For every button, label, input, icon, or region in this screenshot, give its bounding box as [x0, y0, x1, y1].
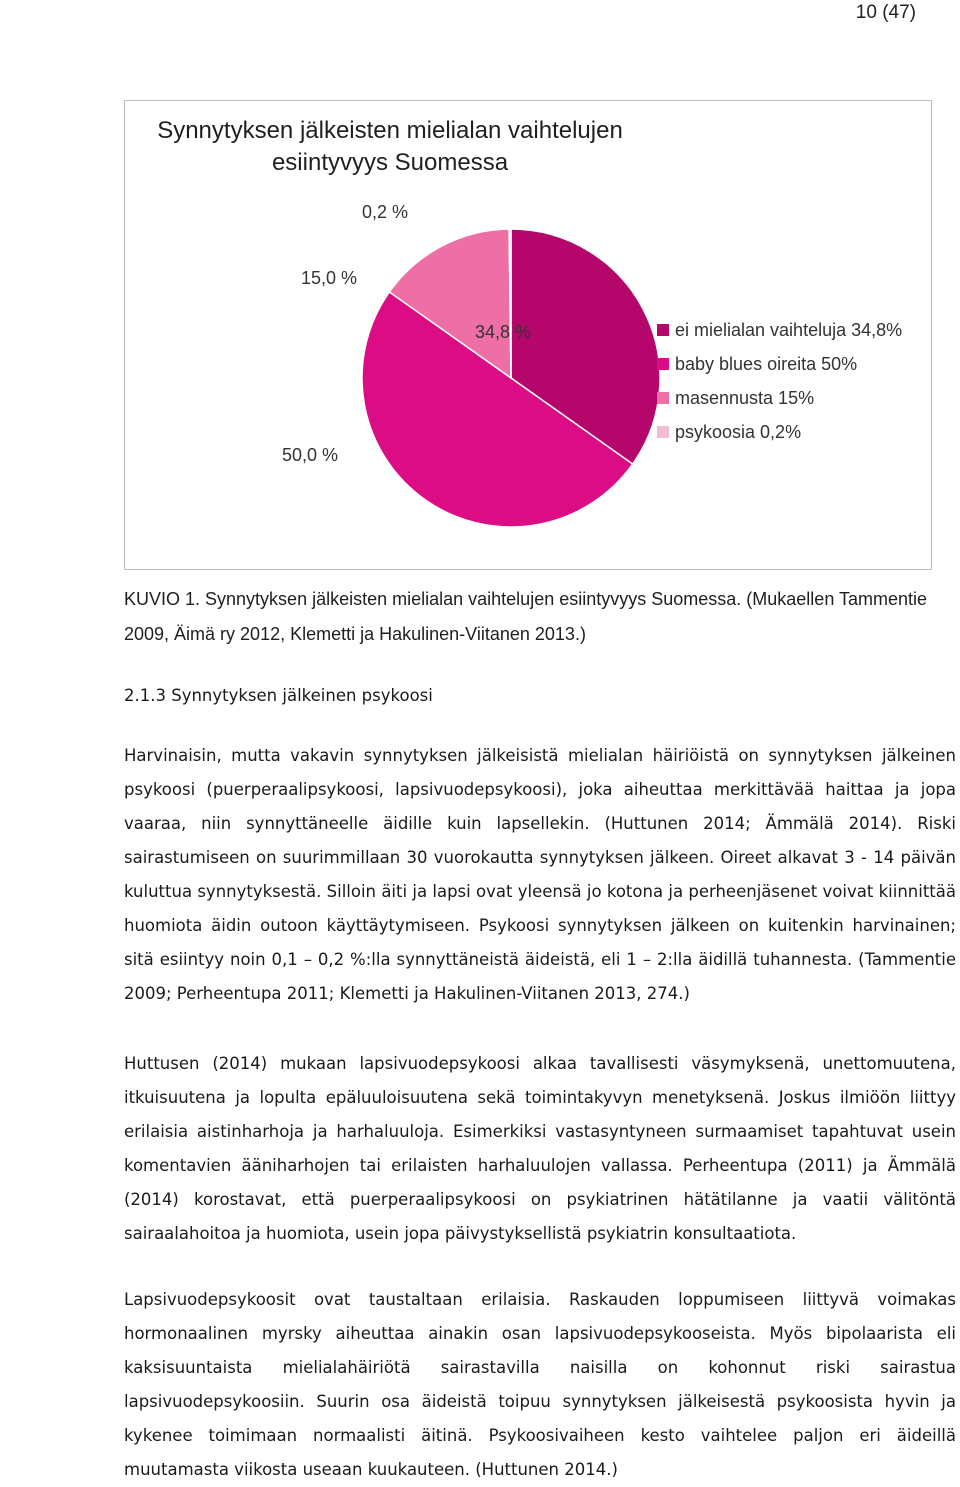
pie-slice-label: 34,8 %: [475, 322, 532, 342]
legend-label: psykoosia 0,2%: [675, 421, 802, 442]
chart-title: [125, 115, 655, 179]
body-paragraph: Harvinaisin, mutta vakavin synnytyksen jälkeisistä mielialan häiriöistä on synnytyksen jälkeinen psykoosi (puerperaalipsykoosi, lapsivuodepsykoosi), joka aiheuttaa merkittävää haittaa ja jopa vaaraa, niin synnyttäneelle äidille kuin lapsellekin. (Huttunen 2014; Ämmälä 2014). Riski sairastumiseen on suurimmillaan 30 vuorokautta synnytyksen jälkeen. Oireet alkavat 3 - 14 päivän kuluttua synnytyksestä. Silloin äiti ja lapsi ovat yleensä jo kotona ja perheenjäsenet voivat kiinnittää huomiota äidin outoon käyttäytymiseen. Psykoosi synnytyksen jälkeen on kuitenkin harvinainen; sitä esiintyy noin 0,1 – 0,2 %:lla synnyttäneistä äideistä, eli 1 – 2:lla äidillä tuhannesta. (Tammentie 2009; Perheentupa 2011; Klemetti ja Hakulinen-Viitanen 2013, 274.): [124, 746, 956, 1003]
chart-title-line-2: esiintyvyys Suomessa: [271, 149, 509, 176]
pie-slice-label: 15,0 %: [301, 268, 358, 288]
legend-label: masennusta 15%: [675, 387, 815, 408]
chart-title-line-1: Synnytyksen jälkeisten mielialan vaihtelujen: [157, 117, 623, 144]
legend-swatch: [657, 426, 669, 438]
pie-chart: [124, 100, 932, 570]
page-number: 10 (47): [855, 2, 916, 23]
body-paragraph: Lapsivuodepsykoosit ovat taustaltaan erilaisia. Raskauden loppumiseen liittyvä voimakas hormonaalinen myrsky aiheuttaa ainakin osan lapsivuodepsykooseista. Myös bipolaarista eli kaksisuuntaista mielialahäiriötä sairastavilla naisilla on kohonnut riski sairastua lapsivuodepsykoosiin. Suurin osa äideistä toipuu synnytyksen jälkeisestä psykoosista hyvin ja kykenee toimimaan normaalisti äitinä. Psykoosivaiheen kesto vaihtelee paljon eri äideillä muutamasta viikosta useaan kuukauteen. (Huttunen 2014.): [124, 1290, 956, 1479]
legend-item-psykoosia: [657, 415, 902, 449]
pie-slice-label: 0,2 %: [362, 202, 409, 222]
legend-label: baby blues oireita 50%: [675, 353, 858, 374]
legend-swatch: [657, 324, 669, 336]
legend-item-baby-blues: [657, 347, 902, 381]
pie-slice-label: 50,0 %: [282, 445, 339, 465]
body-paragraph: Huttusen (2014) mukaan lapsivuodepsykoosi alkaa tavallisesti väsymyksenä, unettomuutena, itkuisuutena ja lopulta epäluuloisuutena sekä toimintakyvyn menetyksenä. Joskus ilmiöön liittyy erilaisia aistinharhoja ja harhaluuloja. Esimerkiksi vastasyntyneen surmaamiset tapahtuvat usein komentavien ääniharhojen tai erilaisten harhaluulojen vallassa. Perheentupa (2011) ja Ämmälä (2014) korostavat, että puerperaalipsykoosi on psykiatrinen hätätilanne ja vaatii välitöntä sairaalahoitoa ja huomiota, usein jopa päivystyksellistä psykiatrin konsultaatiota.: [124, 1054, 956, 1243]
legend-swatch: [657, 392, 669, 404]
legend-item-ei-mielialan-vaihteluja: [657, 313, 902, 347]
chart-legend: [657, 313, 902, 449]
legend-item-masennusta: [657, 381, 902, 415]
legend-swatch: [657, 358, 669, 370]
legend-label: ei mielialan vaihteluja 34,8%: [675, 319, 903, 340]
section-heading: 2.1.3 Synnytyksen jälkeinen psykoosi: [124, 686, 433, 705]
figure-caption: KUVIO 1. Synnytyksen jälkeisten mielialan vaihtelujen esiintyvyys Suomessa. (Mukaellen Tammentie 2009, Äimä ry 2012, Klemetti ja Hakulinen-Viitanen 2013.): [124, 589, 928, 644]
